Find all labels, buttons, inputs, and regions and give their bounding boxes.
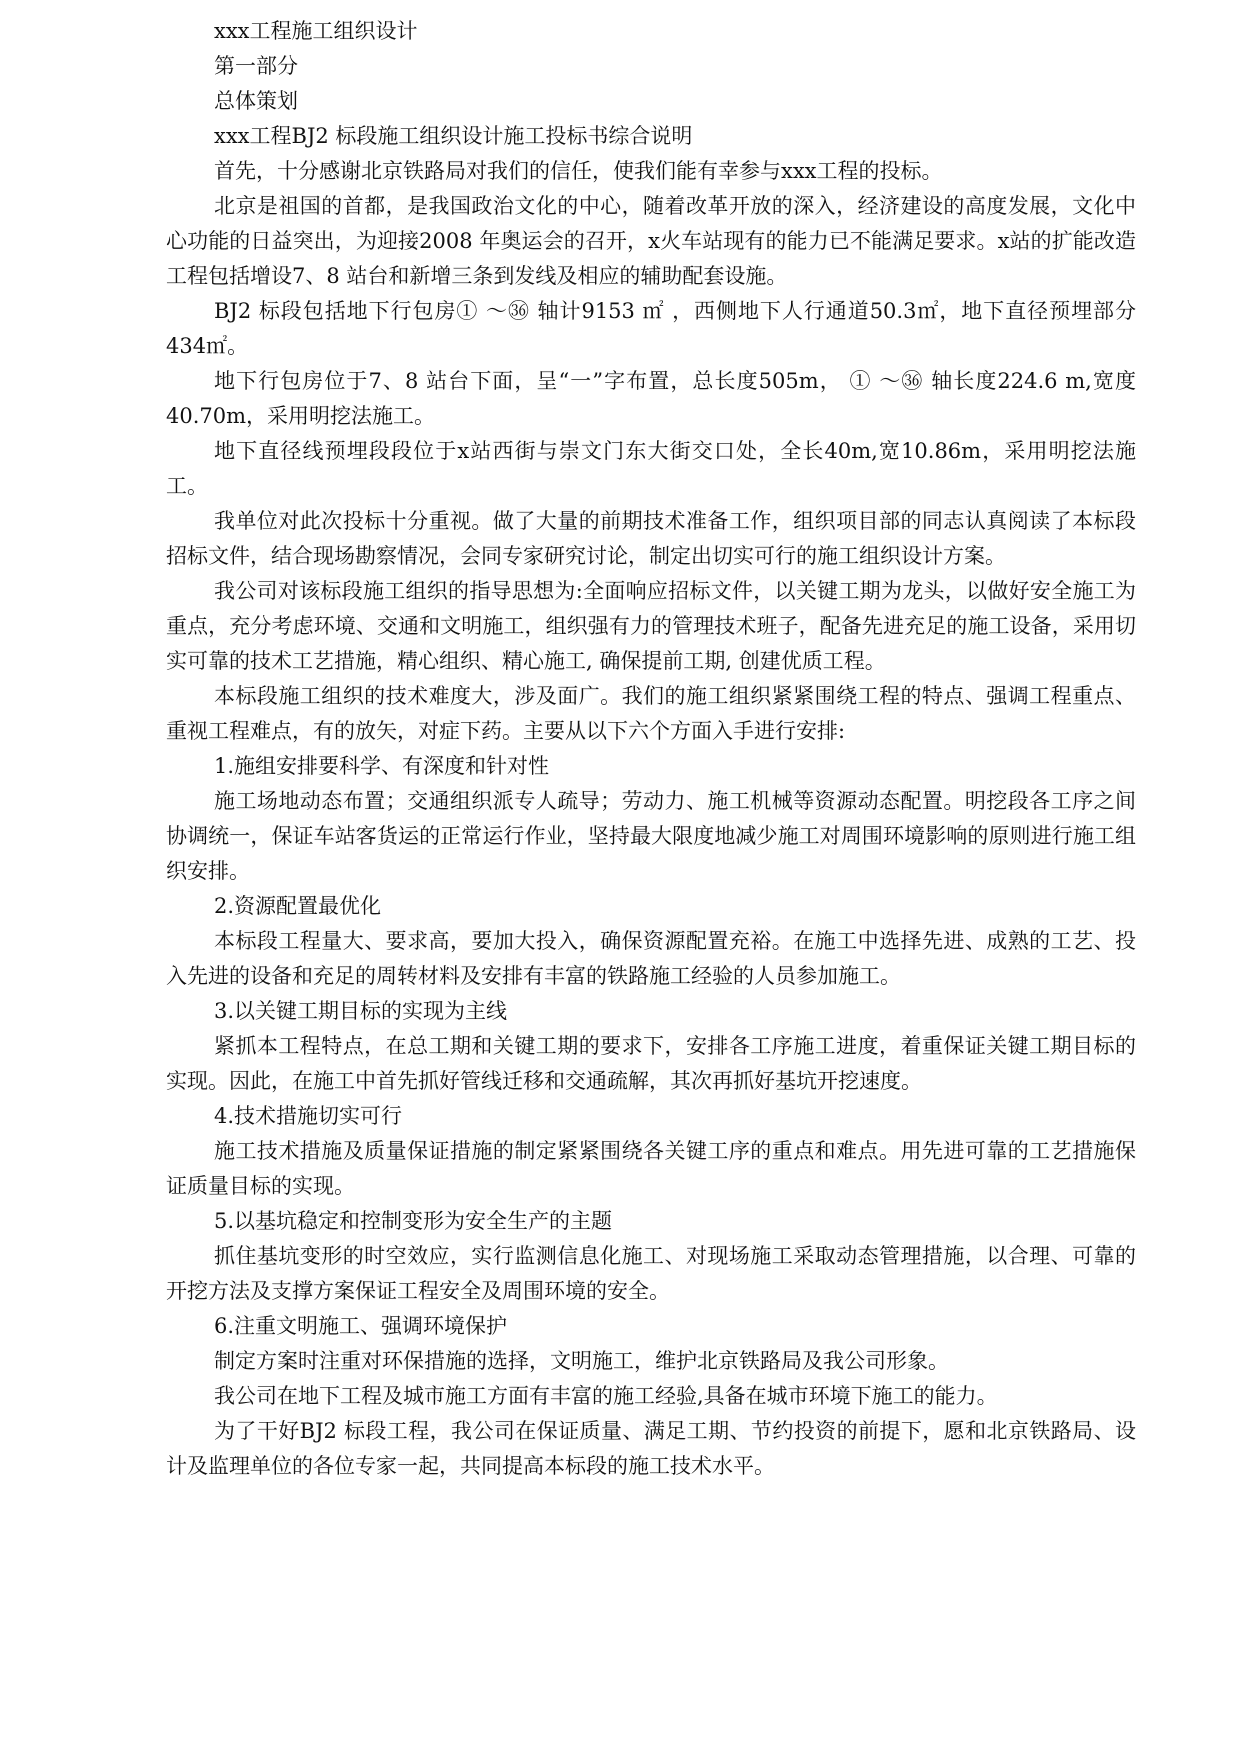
paragraph: 施工场地动态布置；交通组织派专人疏导；劳动力、施工机械等资源动态配置。明挖段各工序之间协调统一，保证车站客货运的正常运行作业，坚持最大限度地减少施工对周围环境影响的原则进行施工组织安排。 <box>166 789 1136 883</box>
paragraph: 施工技术措施及质量保证措施的制定紧紧围绕各关键工序的重点和难点。用先进可靠的工艺措施保证质量目标的实现。 <box>166 1139 1136 1198</box>
subtitle-heading: xxx工程BJ2 标段施工组织设计施工投标书综合说明 <box>214 124 693 148</box>
list-heading: 5.以基坑稳定和控制变形为安全生产的主题 <box>214 1209 613 1233</box>
paragraph: 地下直径线预埋段段位于x站西街与崇文门东大街交口处，全长40m,宽10.86m，采用明挖法施工。 <box>166 439 1136 498</box>
part-heading: 第一部分 <box>214 54 298 78</box>
paragraph: 我公司对该标段施工组织的指导思想为:全面响应招标文件，以关键工期为龙头，以做好安全施工为重点，充分考虑环境、交通和文明施工，组织强有力的管理技术班子，配备先进充足的施工设备，采用切实可靠的技术工艺措施，精心组织、精心施工, 确保提前工期, 创建优质工程。 <box>166 579 1136 673</box>
section-heading: 总体策划 <box>214 89 298 113</box>
list-heading: 4.技术措施切实可行 <box>214 1104 403 1128</box>
list-heading: 3.以关键工期目标的实现为主线 <box>214 999 508 1023</box>
paragraph: 首先，十分感谢北京铁路局对我们的信任，使我们能有幸参与xxx工程的投标。 <box>214 159 943 183</box>
paragraph: 北京是祖国的首都，是我国政治文化的中心，随着改革开放的深入，经济建设的高度发展，文化中心功能的日益突出，为迎接2008 年奥运会的召开，x火车站现有的能力已不能满足要求。x站的扩能改造工程包括增设7、8 站台和新增三条到发线及相应的辅助配套设施。 <box>166 194 1136 288</box>
paragraph: 我公司在地下工程及城市施工方面有丰富的施工经验,具备在城市环境下施工的能力。 <box>214 1384 998 1408</box>
paragraph: 本标段工程量大、要求高，要加大投入，确保资源配置充裕。在施工中选择先进、成熟的工艺、投入先进的设备和充足的周转材料及安排有丰富的铁路施工经验的人员参加施工。 <box>166 929 1136 988</box>
document-body <box>166 14 1136 1484</box>
paragraph: 为了干好BJ2 标段工程，我公司在保证质量、满足工期、节约投资的前提下，愿和北京铁路局、设计及监理单位的各位专家一起，共同提高本标段的施工技术水平。 <box>166 1419 1136 1478</box>
paragraph: 我单位对此次投标十分重视。做了大量的前期技术准备工作，组织项目部的同志认真阅读了本标段招标文件，结合现场勘察情况，会同专家研究讨论，制定出切实可行的施工组织设计方案。 <box>166 509 1136 568</box>
paragraph: 本标段施工组织的技术难度大，涉及面广。我们的施工组织紧紧围绕工程的特点、强调工程重点、重视工程难点，有的放矢，对症下药。主要从以下六个方面入手进行安排: <box>166 684 1136 743</box>
list-heading: 6.注重文明施工、强调环境保护 <box>214 1314 508 1338</box>
paragraph: BJ2 标段包括地下行包房① ～㊱ 轴计9153 ㎡ ，西侧地下人行通道50.3㎡，地下直径预埋部分434㎡。 <box>166 299 1136 358</box>
paragraph: 地下行包房位于7、8 站台下面，呈“一”字布置，总长度505m， ① ～㊱ 轴长度224.6 m,宽度40.70m，采用明挖法施工。 <box>166 369 1136 428</box>
paragraph: 制定方案时注重对环保措施的选择，文明施工，维护北京铁路局及我公司形象。 <box>214 1349 949 1373</box>
paragraph: 抓住基坑变形的时空效应，实行监测信息化施工、对现场施工采取动态管理措施，以合理、可靠的开挖方法及支撑方案保证工程安全及周围环境的安全。 <box>166 1244 1136 1303</box>
paragraph: 紧抓本工程特点，在总工期和关键工期的要求下，安排各工序施工进度，着重保证关键工期目标的实现。因此，在施工中首先抓好管线迁移和交通疏解，其次再抓好基坑开挖速度。 <box>166 1034 1136 1093</box>
list-heading: 1.施组安排要科学、有深度和针对性 <box>214 754 550 778</box>
document-title: xxx工程施工组织设计 <box>214 19 418 43</box>
list-heading: 2.资源配置最优化 <box>214 894 382 918</box>
